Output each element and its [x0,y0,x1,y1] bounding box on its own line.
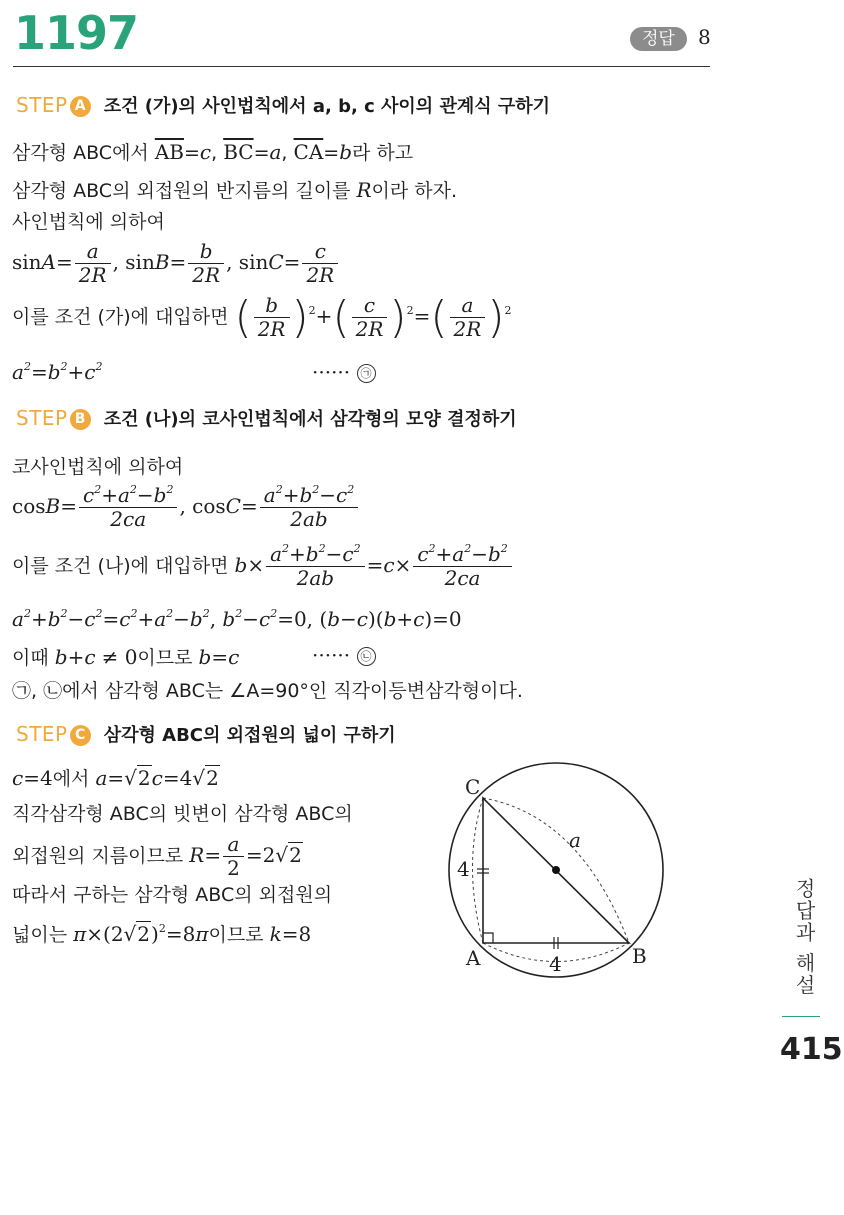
label-c: C [465,775,481,799]
step-a-substitution: 이를 조건 (가)에 대입하면 ( $\frac{b}{2R}$ )$^2$+( $\frac{c}{2R}$ )$^2$=( $\frac{a}{2R}$ )$^2$ [12,292,512,343]
label-side-ac: 4 [457,857,470,881]
step-c-label: STEP [16,722,68,746]
step-b-label: STEP [16,406,68,430]
cosine-law-equations: cosB= $\frac{c^2+a^2-b^2}{2ca}$ , cosC= $\frac{a^2+b^2-c^2}{2ab}$ [12,484,360,531]
step-c-badge: C [70,725,91,746]
step-c-line-2: 직각삼각형 ABC의 빗변이 삼각형 ABC의 [12,803,353,825]
step-a-line-3: 사인법칙에 의하여 [12,211,165,233]
answer-value: 8 [697,25,711,49]
answer-box [630,24,711,49]
step-b-title: 조건 (나)의 코사인법칙에서 삼각형의 모양 결정하기 [103,409,517,430]
step-b-line-5: 이때 b+c ≠ 0이므로 b=c [12,645,240,669]
step-b-line-6: ㉠, ㉡에서 삼각형 ABC는 ∠A=90°인 직각이등변삼각형이다. [12,680,523,702]
step-b-badge: B [70,409,91,430]
step-a-header [16,92,550,118]
step-c-line-1: c=4에서 a=√2c=4√2 [12,766,219,790]
label-side-ab: 4 [549,952,562,976]
equation-2: $a^2+b^2-c^2=c^2+a^2-b^2$, $b^2-c^2=0$, (b−c)(b+c)=0 [12,607,462,631]
mark-1: ······ ㉠ [312,360,376,384]
step-c-header [16,721,396,747]
step-a-badge: A [70,96,91,117]
label-a-vertex: A [466,946,481,970]
label-side-a: a [569,828,581,852]
step-a-line-2: 삼각형 ABC의 외접원의 반지름의 길이를 R이라 하자. [12,178,458,202]
circumcircle-figure [440,755,680,995]
circle-center [552,866,560,874]
problem-number: 1197 [14,6,139,60]
step-a-line-1: 삼각형 ABC에서 $\overline{AB}=c$, $\overline{BC}=a$, $\overline{CA}=b$라 하고 [12,140,414,164]
step-b-header [16,405,517,431]
sine-law-equations: sinA= $\frac{a}{2R}$ , sinB= $\frac{b}{2R}$ , sinC= $\frac{c}{2R}$ [12,240,340,287]
step-c-line-3: 외접원의 지름이므로 R= $\frac{a}{2}$ =2√2 [12,832,302,880]
mark-2: ······ ㉡ [312,643,376,667]
header-rule [13,66,710,67]
step-c-line-4: 따라서 구하는 삼각형 ABC의 외접원의 [12,884,333,906]
step-c-title: 삼각형 ABC의 외접원의 넓이 구하기 [103,725,396,746]
step-c-line-5: 넓이는 $\pi\times(2√2)^2=8\pi$이므로 k=8 [12,922,312,946]
step-a-label: STEP [16,93,68,117]
page-number: 415 [780,1032,843,1067]
right-angle-mark [483,933,493,943]
label-b: B [632,944,647,968]
arc-dashed-ca [473,798,484,943]
step-b-line-1: 코사인법칙에 의하여 [12,456,184,478]
sidebar-rule [782,1016,820,1017]
sidebar-section-title: 정답과 해설 [792,878,816,997]
step-b-substitution: 이를 조건 (나)에 대입하면 b× $\frac{a^2+b^2-c^2}{2ab}$ =c× $\frac{c^2+a^2-b^2}{2ca}$ [12,543,514,590]
equation-1: $a^2=b^2+c^2$ [12,360,103,384]
answer-label: 정답 [630,27,687,51]
step-a-title: 조건 (가)의 사인법칙에서 a, b, c 사이의 관계식 구하기 [103,96,551,117]
